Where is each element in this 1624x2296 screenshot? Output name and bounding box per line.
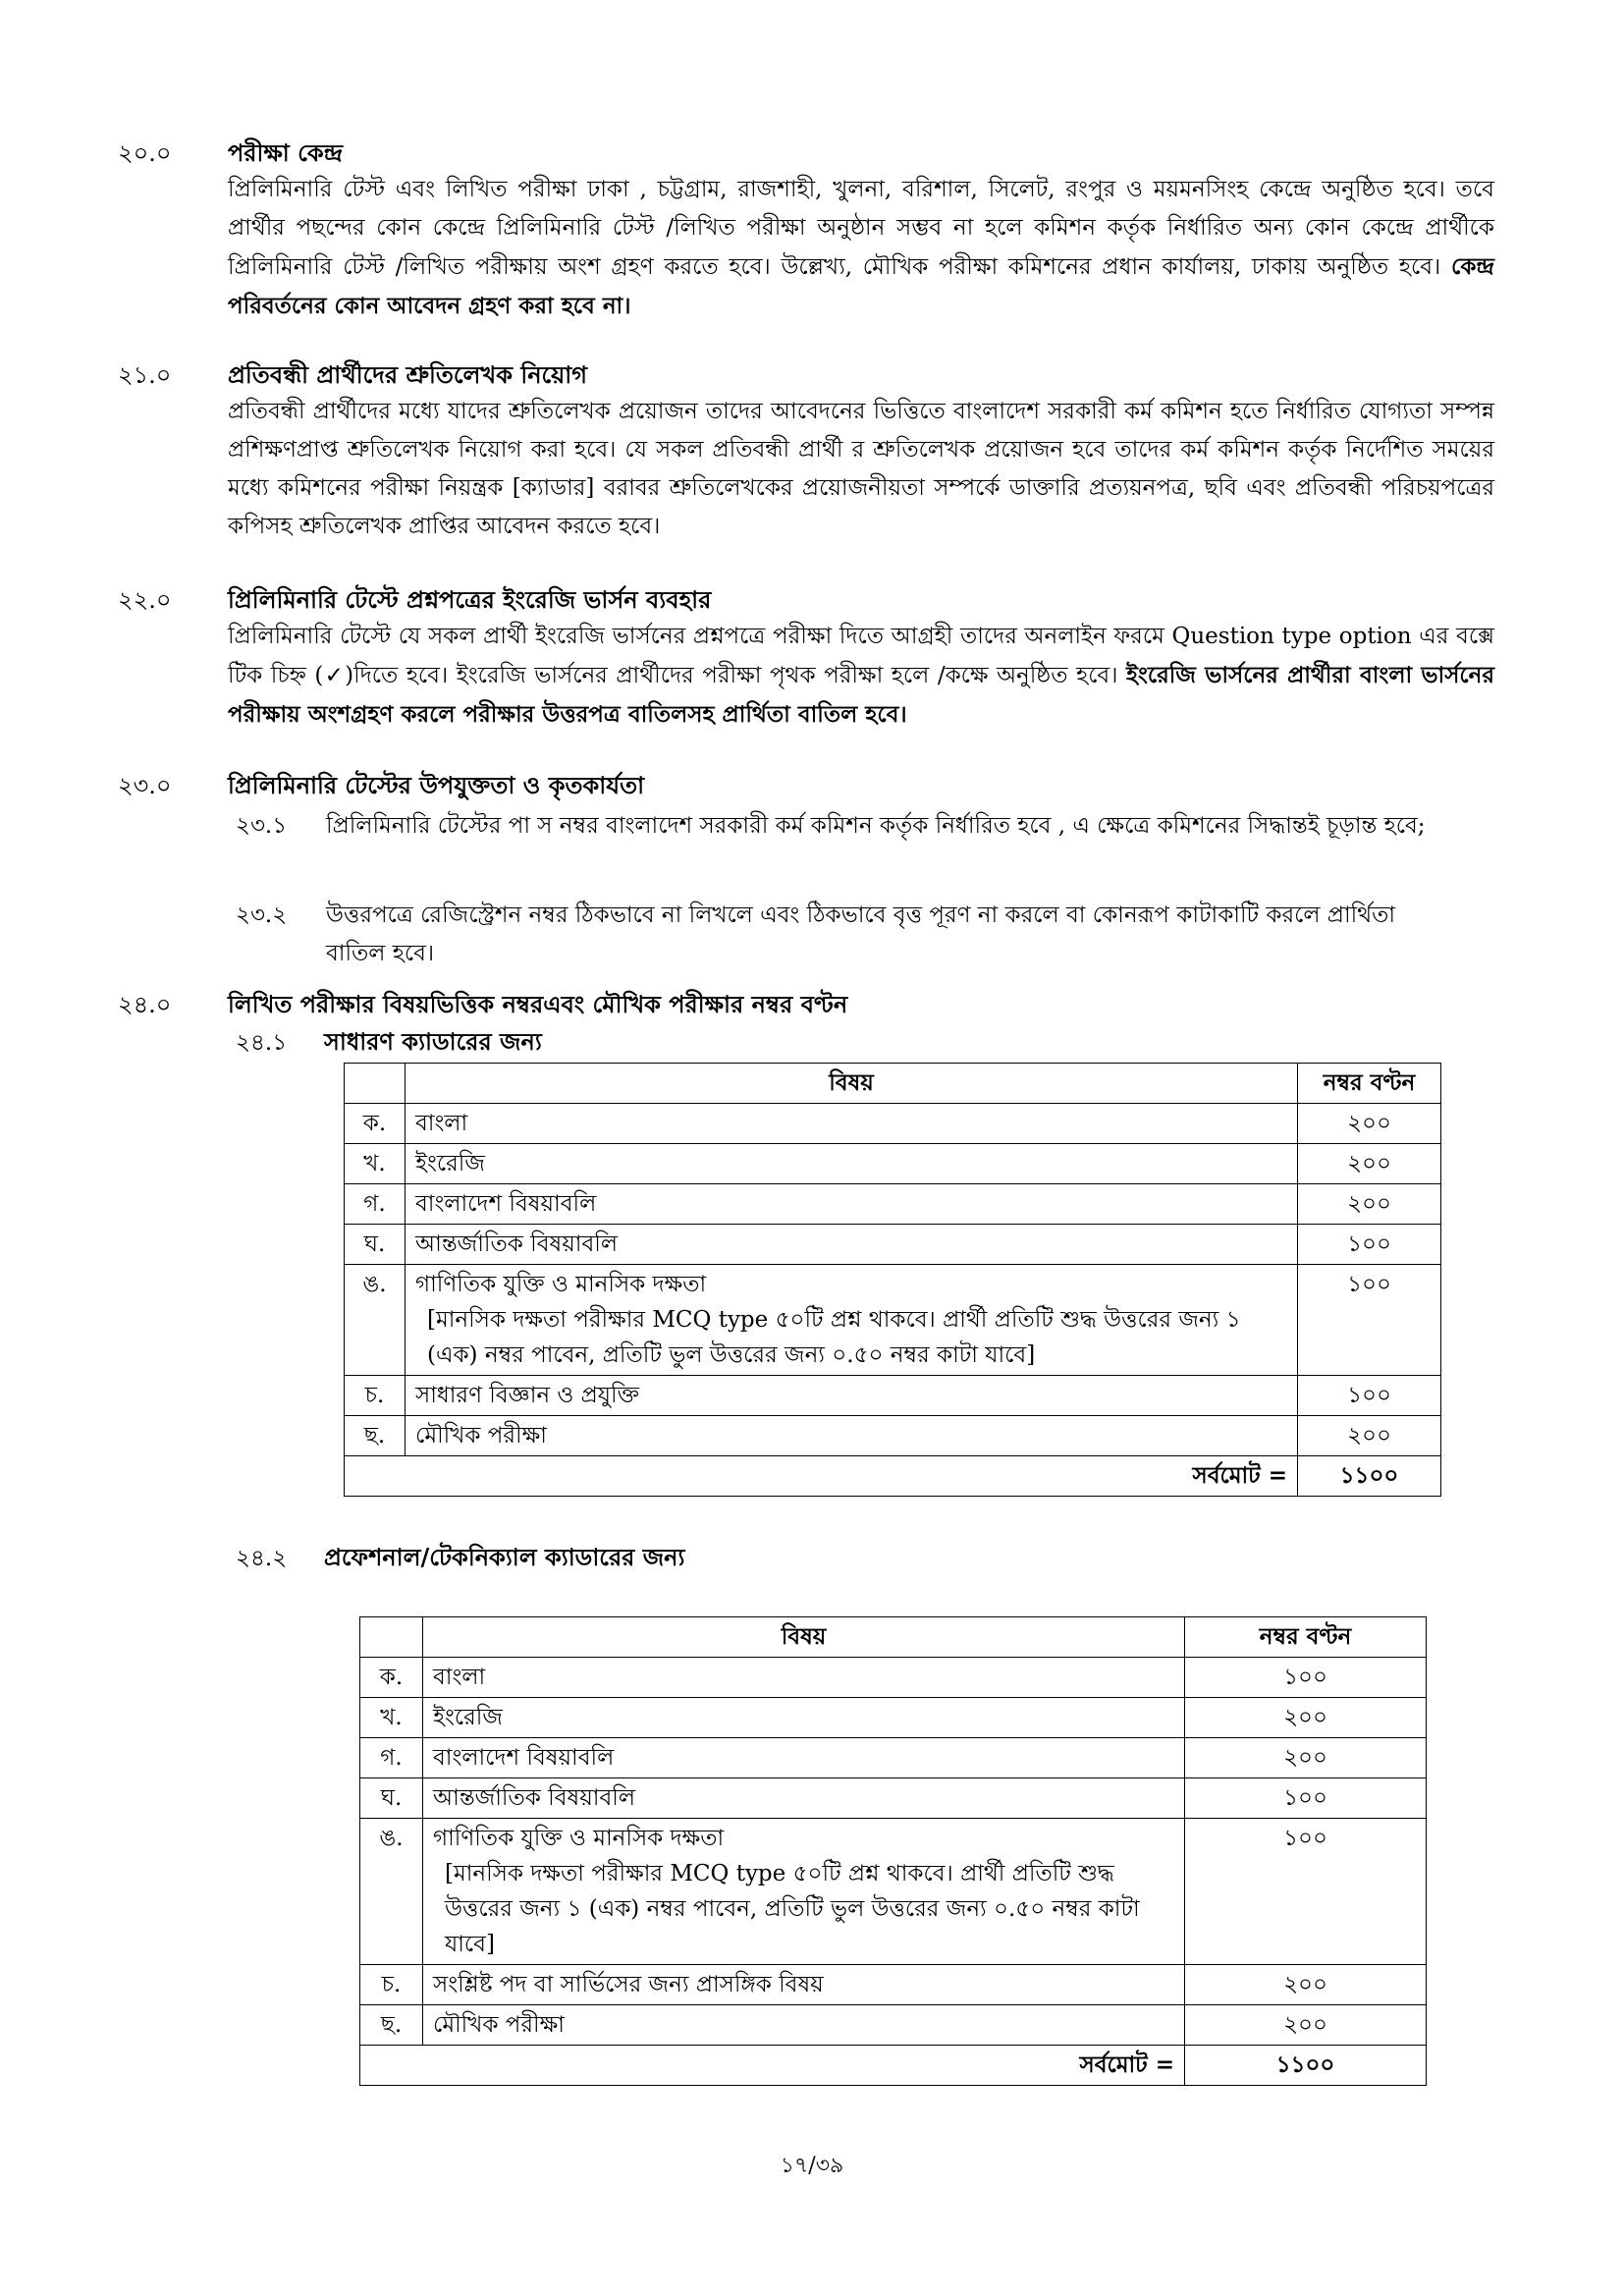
- section-20-number: ২০.০: [118, 139, 172, 167]
- table-row: [360, 1778, 1427, 1819]
- row-number: চ.: [360, 1965, 423, 2005]
- total-value: ১১০০: [1298, 1456, 1441, 1497]
- row-subject: ইংরেজি: [423, 1698, 1185, 1738]
- section-20-text: প্রিলিমিনারি টেস্ট এবং লিখিত পরীক্ষা ঢাকা , চট্টগ্রাম, রাজশাহী, খুলনা, বরিশাল, সিলেট, রংপুর ও ময়মনসিংহ কেন্দ্রে অনুষ্ঠিত হবে। তবে প্রার্থীর পছন্দের কোন কেন্দ্রে প্রিলিমিনারি টেস্ট /লিখিত পরীক্ষা অনুষ্ঠান সম্ভব না হলে কমিশন কর্তৃক নির্ধারিত অন্য কোন কেন্দ্রে প্রার্থীকে প্রিলিমিনারি টেস্ট /লিখিত পরীক্ষায় অংশ গ্রহণ করতে হবে। উল্লেখ্য, মৌখিক পরীক্ষা কমিশনের প্রধান কার্যালয়, ঢাকায় অনুষ্ঠিত হবে।: [228, 177, 1494, 280]
- table-row: [345, 1416, 1441, 1456]
- row-number: ছ.: [360, 2005, 423, 2046]
- row-marks: ১০০: [1185, 1658, 1427, 1698]
- row-subject-with-note: [423, 1819, 1185, 1965]
- row-subject: মৌখিক পরীক্ষা: [406, 1416, 1298, 1456]
- row-marks: ২০০: [1298, 1104, 1441, 1144]
- row-marks: ১০০: [1298, 1265, 1441, 1376]
- table-row: [360, 1965, 1427, 2005]
- section-23-number: ২৩.০: [118, 772, 172, 799]
- row-marks: ১০০: [1298, 1376, 1441, 1416]
- section-24-2-title: প্রফেশনাল/টেকনিক্যাল ক্যাডারের জন্য: [324, 1543, 685, 1571]
- section-22-bold-text: ইংরেজি ভার্সনের প্রার্থীরা বাংলা ভার্সনের পরীক্ষায় অংশগ্রহণ করলে পরীক্ষার উত্তরপত্র বাতিলসহ প্রার্থিতা বাতিল হবে।: [228, 662, 1495, 728]
- row-number: ক.: [360, 1658, 423, 1698]
- row-marks: ১০০: [1185, 1819, 1427, 1965]
- row-marks: ২০০: [1185, 1965, 1427, 2005]
- row-marks: ২০০: [1185, 2005, 1427, 2046]
- section-22-number: ২২.০: [118, 586, 172, 614]
- row-number: খ.: [345, 1144, 406, 1184]
- page-number: ১৭/৩৯: [780, 2154, 844, 2178]
- row-subject: ইংরেজি: [406, 1144, 1298, 1184]
- row-subject: মৌখিক পরীক্ষা: [423, 2005, 1185, 2046]
- row-subject: আন্তর্জাতিক বিষয়াবলি: [406, 1225, 1298, 1265]
- professional-cadre-marks-table: [359, 1616, 1427, 2086]
- section-24-number: ২৪.০: [118, 991, 172, 1018]
- row-marks: ২০০: [1298, 1416, 1441, 1456]
- total-label: সর্বমোট =: [345, 1456, 1298, 1497]
- table-row: [360, 2005, 1427, 2046]
- row-marks: ২০০: [1298, 1144, 1441, 1184]
- section-22-title: প্রিলিমিনারি টেস্টে প্রশ্নপত্রের ইংরেজি ভার্সন ব্যবহার: [228, 585, 712, 614]
- table-row: [360, 1658, 1427, 1698]
- row-marks: ২০০: [1185, 1738, 1427, 1778]
- section-23-1-text: প্রিলিমিনারি টেস্টের পা স নম্বর বাংলাদেশ সরকারী কর্ম কমিশন কর্তৃক নির্ধারিত হবে , এ ক্ষেত্রে কমিশনের সিদ্ধান্তই চূড়ান্ত হবে;: [326, 813, 1426, 839]
- total-value: ১১০০: [1185, 2046, 1427, 2086]
- table-row: [345, 1144, 1441, 1184]
- section-23-title: প্রিলিমিনারি টেস্টের উপযুক্ততা ও কৃতকার্যতা: [228, 771, 645, 799]
- table-header-row: [360, 1617, 1427, 1658]
- row-number: ক.: [345, 1104, 406, 1144]
- table-row: [360, 1738, 1427, 1778]
- section-24-title: লিখিত পরীক্ষার বিষয়ভিত্তিক নম্বরএবং মৌখিক পরীক্ষার নম্বর বণ্টন: [228, 990, 848, 1018]
- row-note: [মানসিক দক্ষতা পরীক্ষার MCQ type ৫০টি প্রশ্ন থাকবে। প্রার্থী প্রতিটি শুদ্ধ উত্তরের জন্য ১ (এক) নম্বর পাবেন, প্রতিটি ভুল উত্তরের জন্য ০.৫০ নম্বর কাটা যাবে]: [427, 1307, 1241, 1368]
- total-label: সর্বমোট =: [360, 2046, 1185, 2086]
- table-row: [345, 1184, 1441, 1225]
- row-marks: ১০০: [1298, 1225, 1441, 1265]
- section-24-2-number: ২৪.২: [236, 1546, 288, 1571]
- table-header-marks: নম্বর বণ্টন: [1298, 1064, 1441, 1104]
- section-23-1-number: ২৩.১: [236, 813, 288, 839]
- row-marks: ২০০: [1298, 1184, 1441, 1225]
- row-note: [মানসিক দক্ষতা পরীক্ষার MCQ type ৫০টি প্রশ্ন থাকবে। প্রার্থী প্রতিটি শুদ্ধ উত্তরের জন্য ১ (এক) নম্বর পাবেন, প্রতিটি ভুল উত্তরের জন্য ০.৫০ নম্বর কাটা যাবে]: [445, 1861, 1140, 1957]
- row-number: গ.: [360, 1738, 423, 1778]
- table-row: [345, 1104, 1441, 1144]
- section-20-bold-text: কেন্দ্র পরিবর্তনের কোন আবেদন গ্রহণ করা হবে না।: [228, 253, 1495, 319]
- table-header-subject: বিষয়: [423, 1617, 1185, 1658]
- table-header-blank: [360, 1617, 423, 1658]
- section-24-1-title: সাধারণ ক্যাডারের জন্য: [324, 1027, 542, 1056]
- row-number: ঙ.: [345, 1265, 406, 1376]
- table-total-row: [345, 1456, 1441, 1497]
- section-23-2-text: উত্তরপত্রে রেজিস্ট্রেশন নম্বর ঠিকভাবে না লিখলে এবং ঠিকভাবে বৃত্ত পূরণ না করলে বা কোনরূপ কাটাকাটি করলে প্রার্থিতা বাতিল হবে।: [326, 902, 1396, 966]
- row-subject-with-note: [406, 1265, 1298, 1376]
- row-subject: সাধারণ বিজ্ঞান ও প্রযুক্তি: [406, 1376, 1298, 1416]
- row-subject: বাংলাদেশ বিষয়াবলি: [423, 1738, 1185, 1778]
- row-number: গ.: [345, 1184, 406, 1225]
- section-21-number: ২১.০: [118, 361, 172, 389]
- row-number: ঘ.: [360, 1778, 423, 1819]
- row-subject: বাংলাদেশ বিষয়াবলি: [406, 1184, 1298, 1225]
- table-total-row: [360, 2046, 1427, 2086]
- row-subject: আন্তর্জাতিক বিষয়াবলি: [423, 1778, 1185, 1819]
- section-21-body: প্রতিবন্ধী প্রার্থীদের মধ্যে যাদের শ্রুতিলেখক প্রয়োজন তাদের আবেদনের ভিত্তিতে বাংলাদেশ সরকারী কর্ম কমিশন হতে নির্ধারিত যোগ্যতা সম্পন্ন প্রশিক্ষণপ্রাপ্ত শ্রুতিলেখক নিয়োগ করা হবে। যে সকল প্রতিবন্ধী প্রার্থী র শ্রুতিলেখক প্রয়োজন হবে তাদের কর্ম কমিশন কর্তৃক নির্দেশিত সময়ের মধ্যে কমিশনের পরীক্ষা নিয়ন্ত্রক [ক্যাডার] বরাবর শ্রুতিলেখকের প্রয়োজনীয়তা সম্পর্কে ডাক্তারি প্রত্যয়নপত্র, ছবি এবং প্রতিবন্ধী পরিচয়পত্রের কপিসহ শ্রুতিলেখক প্রাপ্তির আবেদন করতে হবে।: [228, 399, 1494, 539]
- section-22-text: প্রিলিমিনারি টেস্টে যে সকল প্রার্থী ইংরেজি ভার্সনের প্রশ্নপত্রে পরীক্ষা দিতে আগ্রহী তাদের অনলাইন ফরমে Question type option এর বক্সে টিক চিহ্ন (✓)দিতে হবে। ইংরেজি ভার্সনের প্রার্থীদের পরীক্ষা পৃথক পরীক্ষা হলে /কক্ষে অনুষ্ঠিত হবে।: [228, 624, 1494, 688]
- row-number: ঙ.: [360, 1819, 423, 1965]
- table-row: [360, 1819, 1427, 1965]
- row-marks: ১০০: [1185, 1778, 1427, 1819]
- table-header-subject: বিষয়: [406, 1064, 1298, 1104]
- table-header-row: [345, 1064, 1441, 1104]
- section-21-title: প্রতিবন্ধী প্রার্থীদের শ্রুতিলেখক নিয়োগ: [228, 360, 587, 389]
- section-20-body: [228, 171, 1494, 326]
- row-subject: গাণিতিক যুক্তি ও মানসিক দক্ষতা: [415, 1272, 707, 1297]
- row-number: খ.: [360, 1698, 423, 1738]
- table-row: [345, 1376, 1441, 1416]
- row-subject: বাংলা: [423, 1658, 1185, 1698]
- row-number: ঘ.: [345, 1225, 406, 1265]
- row-subject: সংশ্লিষ্ট পদ বা সার্ভিসের জন্য প্রাসঙ্গিক বিষয়: [423, 1965, 1185, 2005]
- general-cadre-marks-table: [344, 1063, 1441, 1497]
- table-header-blank: [345, 1064, 406, 1104]
- table-row: [360, 1698, 1427, 1738]
- row-marks: ২০০: [1185, 1698, 1427, 1738]
- table-row: [345, 1225, 1441, 1265]
- section-23-2-number: ২৩.২: [236, 902, 288, 928]
- row-number: চ.: [345, 1376, 406, 1416]
- table-header-marks: নম্বর বণ্টন: [1185, 1617, 1427, 1658]
- row-subject: গাণিতিক যুক্তি ও মানসিক দক্ষতা: [433, 1826, 725, 1851]
- row-number: ছ.: [345, 1416, 406, 1456]
- section-22-body: [228, 618, 1494, 735]
- table-row: [345, 1265, 1441, 1376]
- section-20-title: পরীক্ষা কেন্দ্র: [228, 138, 344, 167]
- row-subject: বাংলা: [406, 1104, 1298, 1144]
- section-24-1-number: ২৪.১: [236, 1030, 288, 1056]
